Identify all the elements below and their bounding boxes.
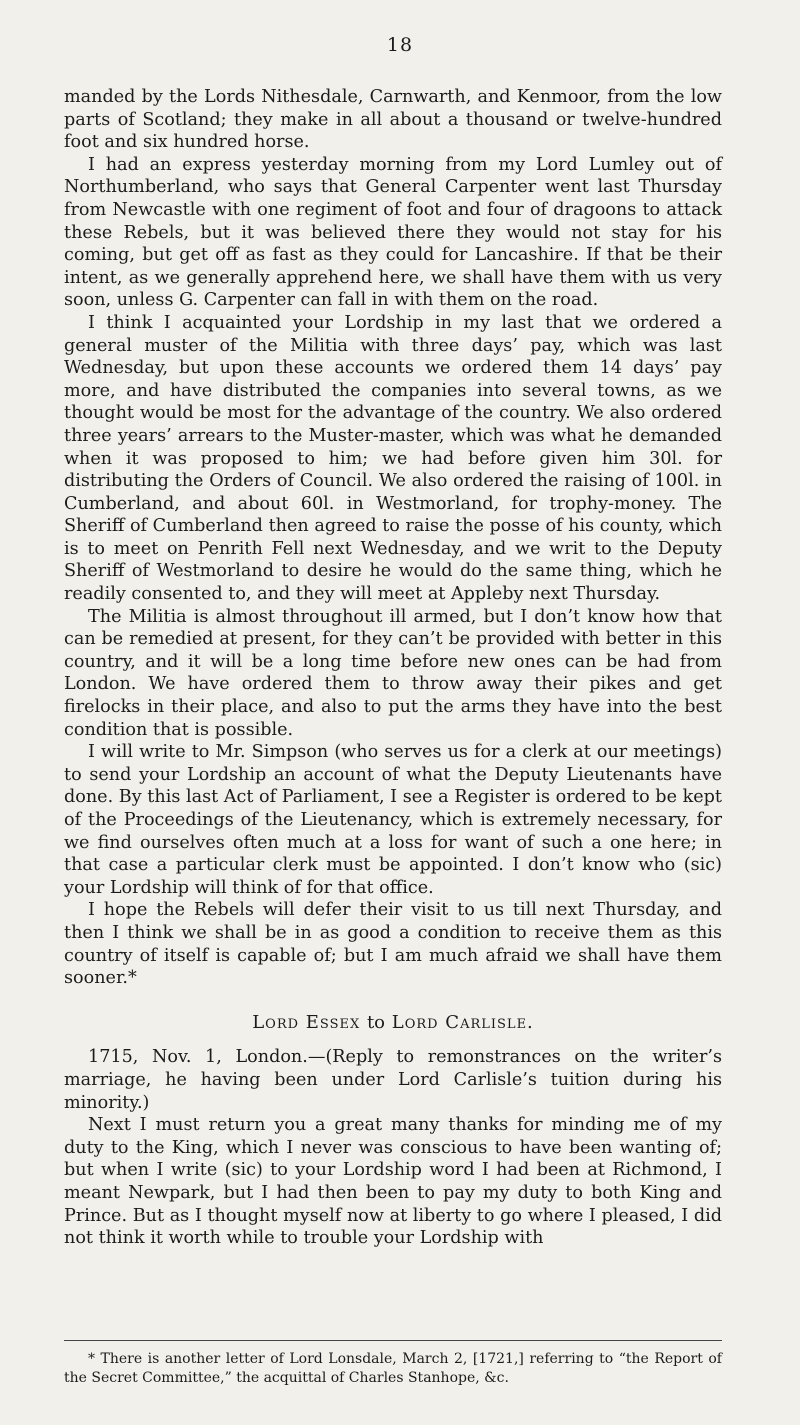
letter-heading bbox=[64, 1012, 722, 1035]
paragraph: manded by the Lords Nithesdale, Carnwarth, and Kenmoor, from the low parts of Scotland; they make in all about a thousand or twelve-hundred foot and six hundred horse. bbox=[64, 87, 722, 153]
heading-connector: to bbox=[366, 1011, 386, 1033]
paragraph: 1715, Nov. 1, London.—(Reply to remonstrances on the writer’s marriage, he having been under Lord Carlisle’s tuition during his minority.) bbox=[64, 1047, 722, 1113]
heading-second-name: Lord Carlisle. bbox=[391, 1011, 534, 1033]
paragraph: I hope the Rebels will defer their visit to us till next Thursday, and then I think we shall be in as good a condition to receive them as this country of itself is capable of; but I am much afraid we shall have them sooner.* bbox=[64, 900, 722, 989]
footnote-rule bbox=[64, 1340, 722, 1341]
paragraph: I had an express yesterday morning from my Lord Lumley out of Northumberland, who says that General Carpenter went last Thursday from Newcastle with one regiment of foot and four of dragoons to attack these Rebels, but it was believed there they would not stay for his coming, but get off as fast as they could for Lancashire. If that be their intent, as we generally apprehend here, we shall have them with us very soon, unless G. Carpenter can fall in with them on the road. bbox=[64, 154, 722, 311]
paragraph: I think I acquainted your Lordship in my last that we ordered a general muster of the Militia with three days’ pay, which was last Wednesday, but upon these accounts we ordered them 14 days’ pay more, and have distributed the companies into several towns, as we thought would be most for the advantage of the country. We also ordered three years’ arrears to the Muster-master, which was what he demanded when it was proposed to him; we had before given him 30l. for distributing the Orders of Council. We also ordered the raising of 100l. in Cumberland, and about 60l. in Westmorland, for trophy-money. The Sheriff of Cumberland then agreed to raise the posse of his county, which is to meet on Penrith Fell next Wednesday, and we writ to the Deputy Sheriff of Westmorland to desire he would do the same thing, which he readily consented to, and they will meet at Appleby next Thursday. bbox=[64, 312, 722, 605]
heading-first-name: Lord Essex bbox=[252, 1011, 361, 1033]
paragraph: I will write to Mr. Simpson (who serves us for a clerk at our meetings) to send your Lordship an account of what the Deputy Lieutenants have done. By this last Act of Parliament, I see a Register is ordered to be kept of the Proceedings of the Lieutenancy, which is extremely necessary, for we find ourselves often much at a loss for want of such a one here; in that case a particular clerk must be appointed. I don’t know who (sic) your Lordship will think of for that office. bbox=[64, 742, 722, 898]
body-text bbox=[64, 86, 722, 1250]
paragraph: The Militia is almost throughout ill armed, but I don’t know how that can be remedied at present, for they can’t be provided with better in this country, and it will be a long time before new ones can be had from London. We have ordered them to throw away their pikes and get firelocks in their place, and also to put the arms they have into the best condition that is possible. bbox=[64, 606, 722, 740]
footnote: * There is another letter of Lord Lonsdale, March 2, [1721,] referring to “the Report of the Secret Committee,” the acquittal of Charles Stanhope, &c. bbox=[64, 1351, 722, 1386]
page-number: 18 bbox=[386, 34, 414, 56]
paragraph: Next I must return you a great many thanks for minding me of my duty to the King, which I never was conscious to have been wanting of; but when I write (sic) to your Lordship word I had been at Richmond, I meant Newpark, but I had then been to pay my duty to both King and Prince. But as I thought myself now at liberty to go where I pleased, I did not think it worth while to trouble your Lordship with bbox=[64, 1115, 722, 1249]
